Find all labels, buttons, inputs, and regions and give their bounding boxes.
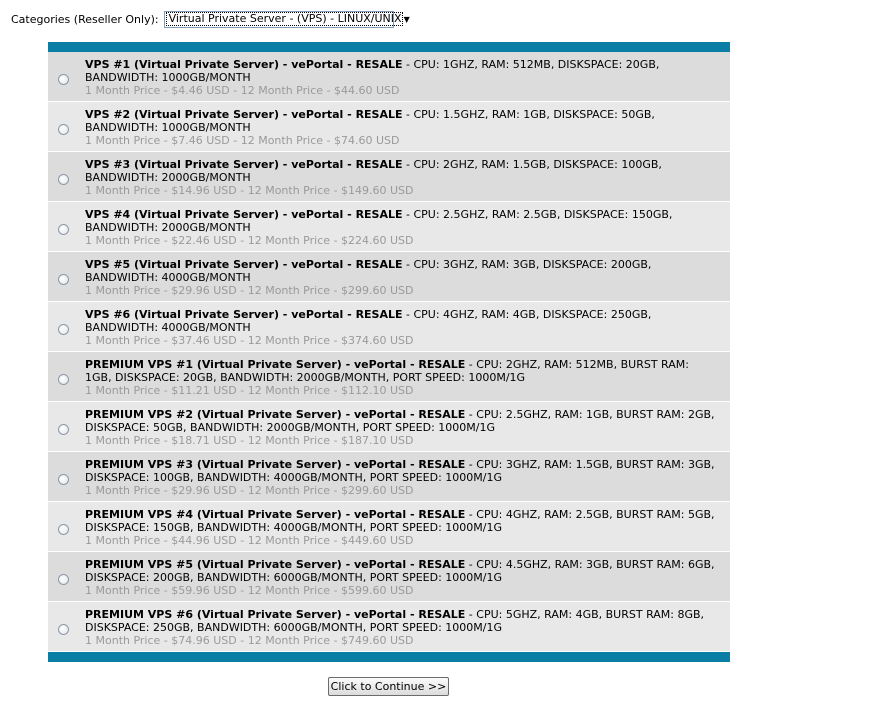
plan-description [85, 158, 717, 197]
plan-specs: - CPU: 2.5GHZ, RAM: 1GB, BURST RAM: 2GB, DISKSPACE: 50GB, BANDWIDTH: 2000GB/MONTH, PORT SPEED: 1000M/1G [85, 408, 715, 434]
plan-list-bottom-bar [48, 652, 730, 662]
plan-name: VPS #5 (Virtual Private Server) - vePortal - [85, 258, 356, 271]
plan-radio[interactable] [58, 74, 69, 85]
plan-radio[interactable] [58, 274, 69, 285]
plan-specs: - CPU: 3GHZ, RAM: 1.5GB, BURST RAM: 3GB, DISKSPACE: 100GB, BANDWIDTH: 4000GB/MONTH, PORT SPEED: 1000M/1G [85, 458, 715, 484]
plan-name: PREMIUM VPS #5 (Virtual Private Server) - vePortal - [85, 558, 419, 571]
continue-button[interactable]: Click to Continue >> [328, 677, 449, 696]
plan-radio[interactable] [58, 324, 69, 335]
plan-row[interactable] [48, 502, 730, 552]
plan-description [85, 308, 717, 347]
plan-resale: RESALE [418, 508, 466, 521]
plan-price: 1 Month Price - $29.96 USD - 12 Month Price - $299.60 USD [85, 484, 414, 497]
plan-description [85, 458, 717, 497]
plan-radio[interactable] [58, 474, 69, 485]
plan-row[interactable] [48, 302, 730, 352]
plan-name: VPS #4 (Virtual Private Server) - vePortal - [85, 208, 356, 221]
plan-price: 1 Month Price - $44.96 USD - 12 Month Price - $449.60 USD [85, 534, 414, 547]
plan-price: 1 Month Price - $59.96 USD - 12 Month Price - $599.60 USD [85, 584, 414, 597]
plan-resale: RESALE [355, 58, 403, 71]
plan-radio[interactable] [58, 624, 69, 635]
category-select[interactable] [164, 11, 410, 28]
plan-row[interactable] [48, 52, 730, 102]
plan-radio[interactable] [58, 174, 69, 185]
plan-resale: RESALE [418, 608, 466, 621]
plan-radio[interactable] [58, 224, 69, 235]
plan-description [85, 258, 717, 297]
plan-radio[interactable] [58, 424, 69, 435]
plan-specs: - CPU: 1.5GHZ, RAM: 1GB, DISKSPACE: 50GB, BANDWIDTH: 1000GB/MONTH [85, 108, 655, 134]
plan-price: 1 Month Price - $11.21 USD - 12 Month Price - $112.10 USD [85, 384, 414, 397]
plan-name: PREMIUM VPS #2 (Virtual Private Server) - vePortal - [85, 408, 419, 421]
plan-row[interactable] [48, 252, 730, 302]
plan-description [85, 108, 717, 147]
category-row [11, 10, 410, 28]
plan-rows [48, 52, 730, 652]
plan-row[interactable] [48, 152, 730, 202]
plan-description [85, 508, 717, 547]
plan-resale: RESALE [418, 358, 466, 371]
plan-resale: RESALE [355, 108, 403, 121]
plan-name: PREMIUM VPS #6 (Virtual Private Server) - vePortal - [85, 608, 419, 621]
plan-list-top-bar [48, 42, 730, 52]
plan-name: VPS #1 (Virtual Private Server) - vePortal - [85, 58, 356, 71]
plan-row[interactable] [48, 402, 730, 452]
plan-row[interactable] [48, 352, 730, 402]
plan-row[interactable] [48, 102, 730, 152]
plan-specs: - CPU: 4GHZ, RAM: 2.5GB, BURST RAM: 5GB, DISKSPACE: 150GB, BANDWIDTH: 4000GB/MONTH, PORT SPEED: 1000M/1G [85, 508, 715, 534]
plan-name: PREMIUM VPS #3 (Virtual Private Server) - vePortal - [85, 458, 419, 471]
plan-name: PREMIUM VPS #1 (Virtual Private Server) - vePortal - [85, 358, 419, 371]
plan-description [85, 358, 717, 397]
plan-description [85, 558, 717, 597]
plan-price: 1 Month Price - $7.46 USD - 12 Month Price - $74.60 USD [85, 134, 400, 147]
plan-specs: - CPU: 3GHZ, RAM: 3GB, DISKSPACE: 200GB, BANDWIDTH: 4000GB/MONTH [85, 258, 652, 284]
plan-specs: - CPU: 1GHZ, RAM: 512MB, DISKSPACE: 20GB, BANDWIDTH: 1000GB/MONTH [85, 58, 660, 84]
plan-list [48, 42, 730, 662]
plan-name: VPS #6 (Virtual Private Server) - vePortal - [85, 308, 356, 321]
plan-price: 1 Month Price - $18.71 USD - 12 Month Price - $187.10 USD [85, 434, 414, 447]
plan-price: 1 Month Price - $22.46 USD - 12 Month Price - $224.60 USD [85, 234, 414, 247]
plan-description [85, 608, 717, 647]
plan-radio[interactable] [58, 124, 69, 135]
plan-row[interactable] [48, 452, 730, 502]
plan-specs: - CPU: 2GHZ, RAM: 1.5GB, DISKSPACE: 100GB, BANDWIDTH: 2000GB/MONTH [85, 158, 662, 184]
plan-price: 1 Month Price - $74.96 USD - 12 Month Price - $749.60 USD [85, 634, 414, 647]
category-label: Categories (Reseller Only): [11, 12, 159, 26]
plan-price: 1 Month Price - $4.46 USD - 12 Month Price - $44.60 USD [85, 84, 400, 97]
plan-row[interactable] [48, 602, 730, 652]
plan-resale: RESALE [418, 458, 466, 471]
plan-specs: - CPU: 2.5GHZ, RAM: 2.5GB, DISKSPACE: 150GB, BANDWIDTH: 2000GB/MONTH [85, 208, 673, 234]
plan-radio[interactable] [58, 574, 69, 585]
plan-price: 1 Month Price - $37.46 USD - 12 Month Price - $374.60 USD [85, 334, 414, 347]
plan-resale: RESALE [418, 408, 466, 421]
plan-specs: - CPU: 4GHZ, RAM: 4GB, DISKSPACE: 250GB, BANDWIDTH: 4000GB/MONTH [85, 308, 652, 334]
category-select-value: Virtual Private Server - (VPS) - LINUX/UNIX [166, 12, 403, 26]
plan-name: PREMIUM VPS #4 (Virtual Private Server) - vePortal - [85, 508, 419, 521]
plan-price: 1 Month Price - $29.96 USD - 12 Month Price - $299.60 USD [85, 284, 414, 297]
plan-resale: RESALE [355, 258, 403, 271]
plan-specs: - CPU: 4.5GHZ, RAM: 3GB, BURST RAM: 6GB, DISKSPACE: 200GB, BANDWIDTH: 6000GB/MONTH, PORT SPEED: 1000M/1G [85, 558, 715, 584]
plan-resale: RESALE [355, 158, 403, 171]
plan-description [85, 208, 717, 247]
plan-description [85, 58, 717, 97]
plan-radio[interactable] [58, 524, 69, 535]
plan-resale: RESALE [355, 308, 403, 321]
plan-resale: RESALE [418, 558, 466, 571]
plan-name: VPS #3 (Virtual Private Server) - vePortal - [85, 158, 356, 171]
plan-row[interactable] [48, 202, 730, 252]
chevron-down-icon[interactable]: ▼ [403, 14, 410, 24]
plan-description [85, 408, 717, 447]
plan-resale: RESALE [355, 208, 403, 221]
plan-radio[interactable] [58, 374, 69, 385]
plan-row[interactable] [48, 552, 730, 602]
plan-specs: - CPU: 5GHZ, RAM: 4GB, BURST RAM: 8GB, DISKSPACE: 250GB, BANDWIDTH: 6000GB/MONTH, PORT SPEED: 1000M/1G [85, 608, 705, 634]
plan-specs: - CPU: 2GHZ, RAM: 512MB, BURST RAM: 1GB, DISKSPACE: 20GB, BANDWIDTH: 2000GB/MONTH, PORT SPEED: 1000M/1G [85, 358, 689, 384]
plan-price: 1 Month Price - $14.96 USD - 12 Month Price - $149.60 USD [85, 184, 414, 197]
plan-name: VPS #2 (Virtual Private Server) - vePortal - [85, 108, 356, 121]
